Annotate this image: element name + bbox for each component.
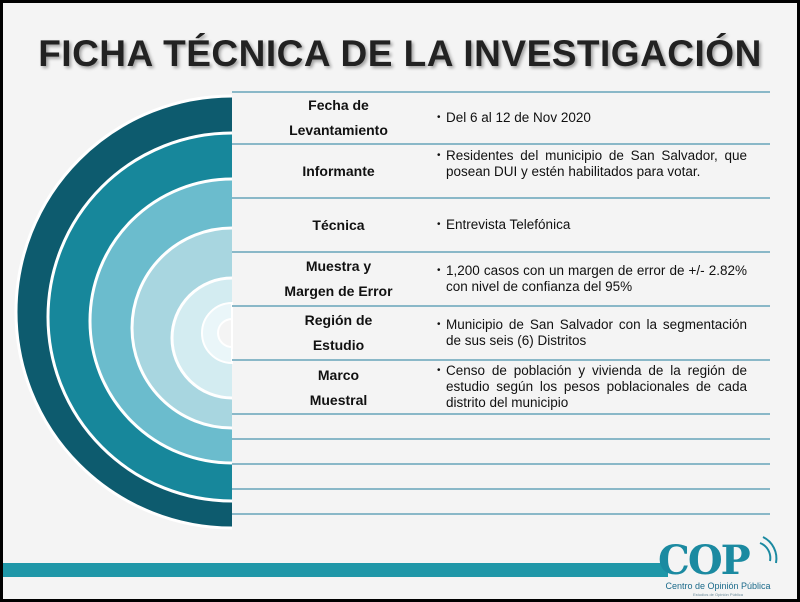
table-row	[232, 145, 770, 199]
empty-row	[232, 490, 770, 515]
logo-name: Centro de Opinión Pública	[665, 581, 771, 591]
empty-row	[232, 415, 770, 440]
row-label: Técnica	[312, 216, 365, 233]
row-label: Muestra y Margen de Error	[284, 258, 393, 299]
slide	[3, 3, 797, 599]
row-label: Fecha de Levantamiento	[289, 97, 388, 138]
bullet-icon: •	[437, 319, 441, 330]
logo-mark: COP	[658, 537, 749, 584]
bullet-icon: •	[437, 219, 441, 230]
row-label: Región de Estudio	[304, 312, 373, 353]
empty-row	[232, 465, 770, 490]
row-value: • 1,200 casos con un margen de error de +/- 2.82% con nivel de confianza del 95%	[437, 263, 747, 294]
row-label: Informante	[302, 162, 375, 179]
bullet-icon: •	[437, 112, 441, 123]
row-value: • Residentes del municipio de San Salvador, que posean DUI y estén habilitados para votar.	[437, 148, 747, 179]
bullet-icon: •	[437, 265, 441, 276]
info-table	[232, 91, 770, 515]
cop-logo	[648, 533, 788, 597]
row-label: Marco Muestral	[309, 367, 368, 408]
row-value: • Entrevista Telefónica	[437, 217, 571, 232]
bullet-icon: •	[437, 150, 441, 161]
row-value: • Del 6 al 12 de Nov 2020	[437, 110, 591, 125]
bullet-icon: •	[437, 365, 441, 376]
table-row	[232, 361, 770, 415]
page-title: FICHA TÉCNICA DE LA INVESTIGACIÓN	[38, 33, 762, 74]
empty-row	[232, 440, 770, 465]
logo-subtitle: Estudios de Opinión Pública	[692, 592, 744, 597]
row-value: • Municipio de San Salvador con la segmentación de sus seis (6) Distritos	[437, 317, 747, 348]
table-row	[232, 199, 770, 253]
table-row	[232, 91, 770, 145]
table-row	[232, 307, 770, 361]
table-row	[232, 253, 770, 307]
footer-bar	[3, 563, 668, 577]
row-value: • Censo de población y vivienda de la región de estudio según los pesos poblacionales de cada distrito del municipio	[437, 363, 747, 410]
